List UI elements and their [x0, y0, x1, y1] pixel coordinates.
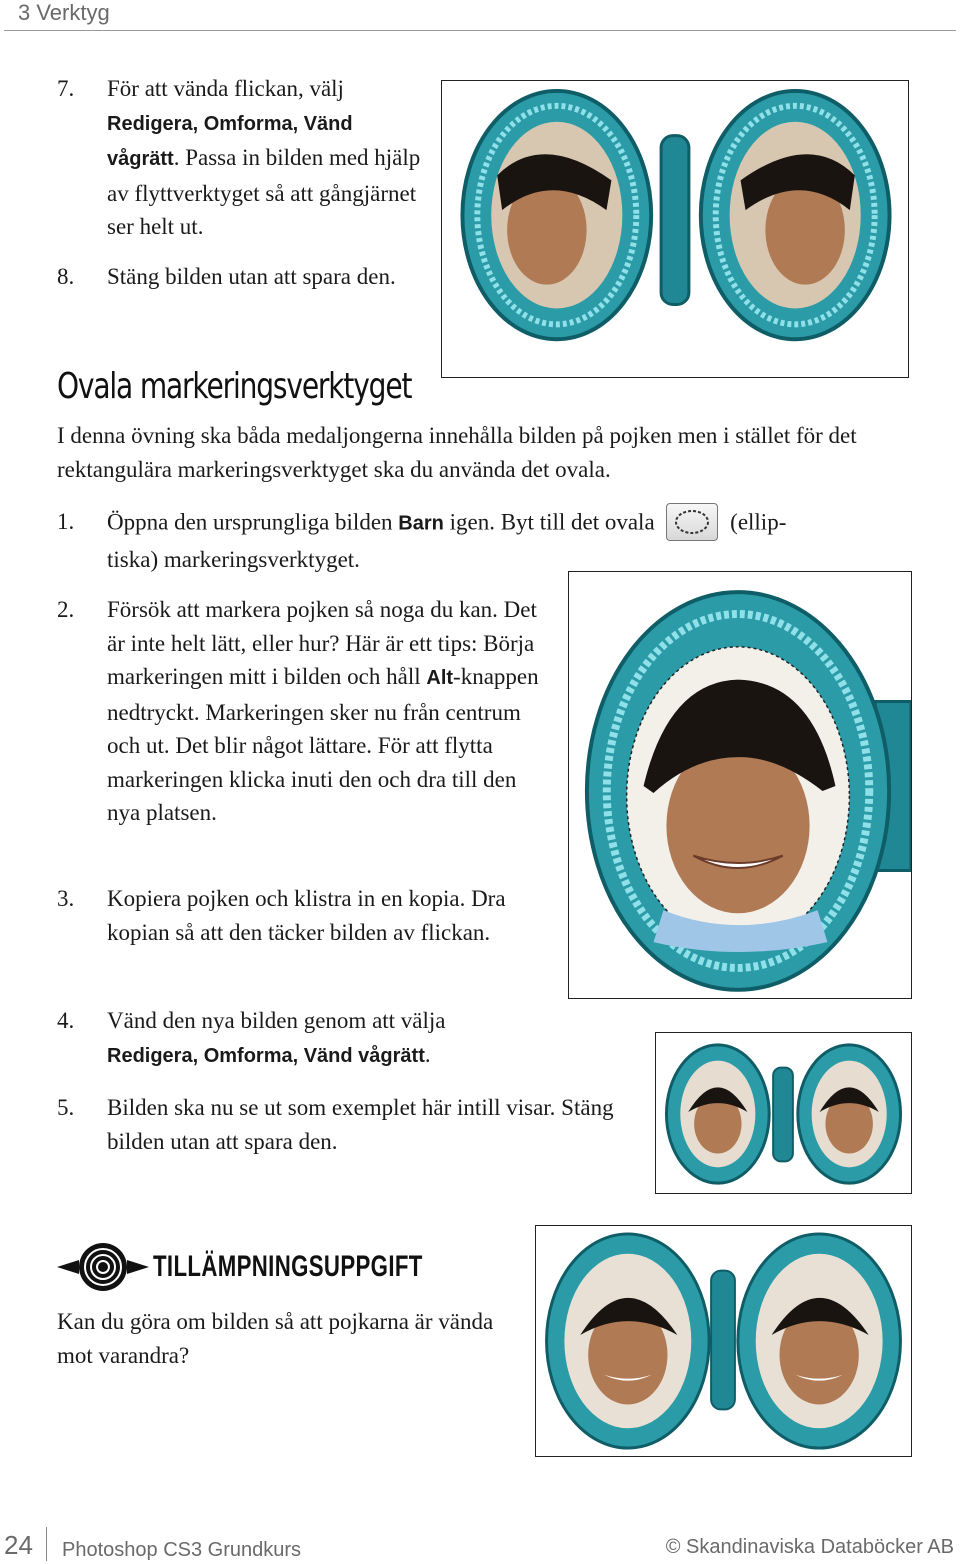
medallion-illustration [569, 572, 911, 998]
step-3-text: Kopiera pojken och klistra in en kopia. Dra kopian så att den täcker bilden av flickan. [107, 886, 506, 945]
book-title: Photoshop CS3 Grundkurs [62, 1539, 302, 1561]
menu-path: Redigera, Omforma, Vänd vågrätt [107, 112, 353, 170]
menu-path: Redigera, Omforma, Vänd vågrätt [107, 1044, 425, 1067]
application-title: TILLÄMPNINGSUPPGIFT [153, 1250, 423, 1283]
figure-boys-facing [535, 1225, 912, 1457]
file-name: Barn [398, 512, 444, 535]
section-title: Ovala markeringsverktyget [57, 366, 412, 407]
step-number: 1. [57, 509, 75, 534]
figure-boy-medallion [568, 571, 912, 999]
step-number: 7. [57, 76, 75, 101]
step-number: 3. [57, 886, 75, 911]
medallion-illustration [656, 1033, 911, 1193]
step-4-text: Vänd den nya bilden genom att välja Redigera, Omforma, Vänd vågrätt. [107, 1008, 446, 1067]
section-intro: I denna övning ska båda medaljongerna innehålla bilden på pojken men i stället för det rektangulära markeringsverktyget ska du använda det ovala. [57, 423, 857, 482]
running-header: 3 Verktyg [18, 0, 110, 25]
medallion-illustration [442, 81, 908, 377]
figure-girl-medallions [441, 80, 909, 378]
step-2-text: Försök att markera pojken så noga du kan. Det är inte helt lätt, eller hur? Här är ett tips: Börja markeringen mitt i bilden och håll Alt-knappen nedtryckt. Markeringen sker nu från centrum och ut. Det blir något lättare. För att flytta markeringen klicka inuti den och dra till den nya platsen. [107, 597, 539, 825]
step-8-text: Stäng bilden utan att spara den. [107, 264, 396, 289]
step-number: 5. [57, 1095, 75, 1120]
step-number: 4. [57, 1008, 75, 1033]
step-7-text: För att vända flickan, välj Redigera, Omforma, Vänd vågrätt. Passa in bilden med hjälp av flyttverktyget så att gångjärnet ser helt ut. [107, 76, 421, 239]
application-heading [57, 1238, 423, 1296]
step-number: 2. [57, 597, 75, 622]
step-number: 8. [57, 264, 75, 289]
step-1-text: Öppna den ursprungliga bilden Barn igen. Byt till det ovala (ellip- tiska) markeringsverktyget. [107, 505, 907, 577]
step-5-text: Bilden ska nu se ut som exemplet här intill visar. Stäng bilden utan att spara den. [107, 1095, 614, 1154]
figure-boy-medallions-small [655, 1032, 912, 1194]
key-name: Alt [426, 667, 454, 689]
page-number: 24 [4, 1530, 33, 1560]
spiral-logo-icon [57, 1240, 149, 1294]
footer-divider [46, 1527, 47, 1561]
application-question: Kan du göra om bilden så att pojkarna är vända mot varandra? [57, 1309, 494, 1368]
publisher: © Skandinaviska Databöcker AB [665, 1536, 954, 1558]
header-divider [4, 30, 956, 31]
medallion-illustration [536, 1226, 911, 1456]
elliptical-marquee-icon [666, 503, 718, 541]
